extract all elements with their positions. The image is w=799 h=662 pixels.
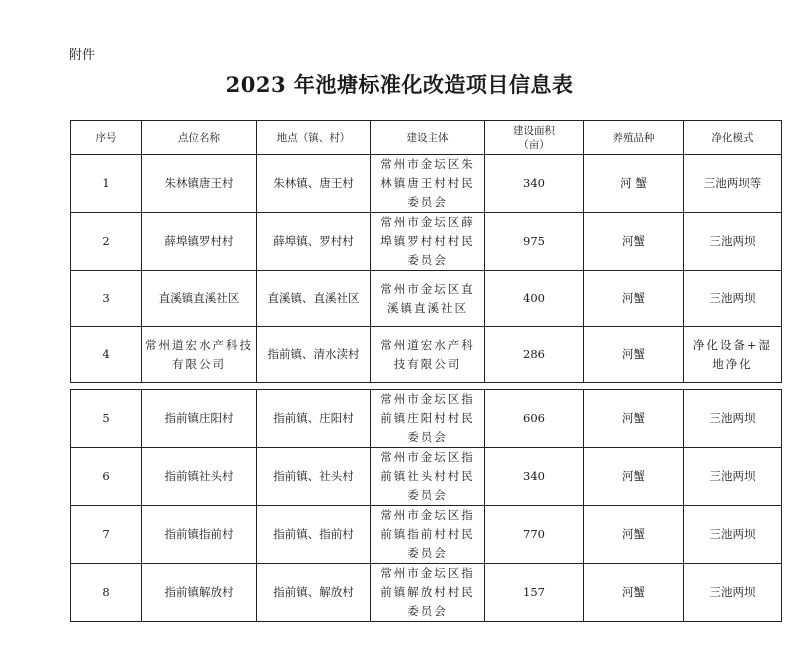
cell-location: 直溪镇、直溪社区: [257, 271, 371, 327]
cell-builder: 常州道宏水产科技有限公司: [371, 327, 485, 383]
cell-species: 河蟹: [584, 448, 684, 506]
cell-builder: 常州市金坛区指前镇社头村村民委员会: [371, 448, 485, 506]
cell-builder: 常州市金坛区指前镇指前村村民委员会: [371, 506, 485, 564]
header-site-name: 点位名称: [142, 121, 257, 155]
cell-serial-number: 7: [71, 506, 142, 564]
cell-site-name: 指前镇庄阳村: [142, 390, 257, 448]
cell-species: 河蟹: [584, 506, 684, 564]
cell-area: 157: [485, 564, 584, 622]
cell-location: 薛埠镇、罗村村: [257, 213, 371, 271]
cell-builder: 常州市金坛区朱林镇唐王村村民委员会: [371, 155, 485, 213]
cell-area: 975: [485, 213, 584, 271]
cell-area: 400: [485, 271, 584, 327]
cell-purification-mode: 三池两坝: [684, 506, 782, 564]
cell-purification-mode: 三池两坝等: [684, 155, 782, 213]
table-row: [71, 213, 782, 271]
cell-purification-mode: 净化设备+湿地净化: [684, 327, 782, 383]
cell-site-name: 薛埠镇罗村村: [142, 213, 257, 271]
cell-location: 指前镇、指前村: [257, 506, 371, 564]
cell-species: 河 蟹: [584, 155, 684, 213]
table-row: [71, 448, 782, 506]
cell-species: 河蟹: [584, 213, 684, 271]
header-location: 地点（镇、村）: [257, 121, 371, 155]
cell-location: 指前镇、解放村: [257, 564, 371, 622]
cell-purification-mode: 三池两坝: [684, 448, 782, 506]
cell-area: 606: [485, 390, 584, 448]
cell-species: 河蟹: [584, 271, 684, 327]
cell-species: 河蟹: [584, 390, 684, 448]
cell-area: 340: [485, 448, 584, 506]
cell-builder: 常州市金坛区薛埠镇罗村村村民委员会: [371, 213, 485, 271]
table-row: [71, 327, 782, 383]
header-serial-number: 序号: [71, 121, 142, 155]
cell-location: 朱林镇、唐王村: [257, 155, 371, 213]
cell-serial-number: 1: [71, 155, 142, 213]
attachment-label: 附件: [69, 48, 96, 63]
project-table-part-1: [70, 120, 782, 383]
cell-serial-number: 8: [71, 564, 142, 622]
cell-species: 河蟹: [584, 564, 684, 622]
cell-serial-number: 6: [71, 448, 142, 506]
cell-site-name: 直溪镇直溪社区: [142, 271, 257, 327]
cell-site-name: 指前镇解放村: [142, 564, 257, 622]
cell-area: 286: [485, 327, 584, 383]
cell-builder: 常州市金坛区指前镇庄阳村村民委员会: [371, 390, 485, 448]
cell-location: 指前镇、社头村: [257, 448, 371, 506]
table-row: [71, 390, 782, 448]
cell-site-name: 朱林镇唐王村: [142, 155, 257, 213]
cell-purification-mode: 三池两坝: [684, 271, 782, 327]
cell-species: 河蟹: [584, 327, 684, 383]
cell-location: 指前镇、庄阳村: [257, 390, 371, 448]
header-builder: 建设主体: [371, 121, 485, 155]
cell-serial-number: 4: [71, 327, 142, 383]
cell-site-name: 常州道宏水产科技有限公司: [142, 327, 257, 383]
cell-site-name: 指前镇社头村: [142, 448, 257, 506]
cell-area: 340: [485, 155, 584, 213]
header-area: 建设面积 （亩）: [485, 121, 584, 155]
cell-purification-mode: 三池两坝: [684, 390, 782, 448]
cell-purification-mode: 三池两坝: [684, 213, 782, 271]
header-purification-mode: 净化模式: [684, 121, 782, 155]
table-header-row: [71, 121, 782, 155]
table-row: [71, 564, 782, 622]
header-species: 养殖品种: [584, 121, 684, 155]
cell-builder: 常州市金坛区直溪镇直溪社区: [371, 271, 485, 327]
cell-serial-number: 2: [71, 213, 142, 271]
table-row: [71, 271, 782, 327]
table-row: [71, 155, 782, 213]
cell-serial-number: 3: [71, 271, 142, 327]
cell-location: 指前镇、清水渎村: [257, 327, 371, 383]
cell-area: 770: [485, 506, 584, 564]
table-row: [71, 506, 782, 564]
cell-builder: 常州市金坛区指前镇解放村村民委员会: [371, 564, 485, 622]
cell-serial-number: 5: [71, 390, 142, 448]
cell-purification-mode: 三池两坝: [684, 564, 782, 622]
project-table-part-2: [70, 389, 782, 622]
page-title: 2023 年池塘标准化改造项目信息表: [225, 72, 574, 97]
cell-site-name: 指前镇指前村: [142, 506, 257, 564]
